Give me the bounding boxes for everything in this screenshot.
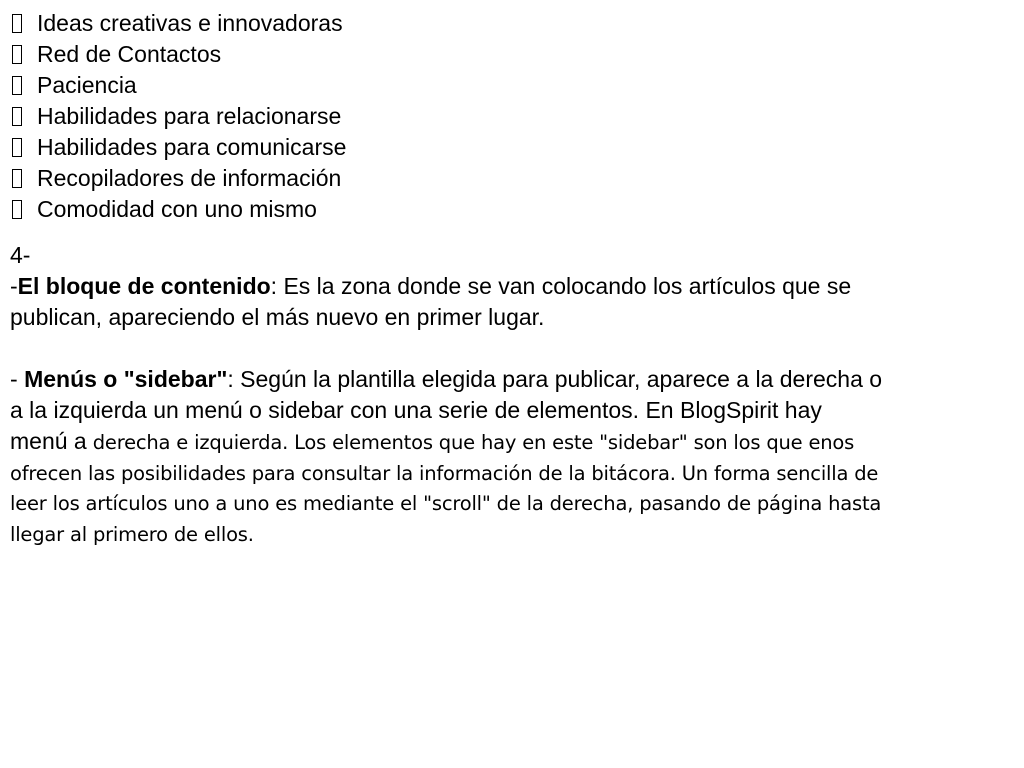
body-text <box>10 240 1000 550</box>
content-block-line <box>10 271 1000 302</box>
bullet-icon <box>12 14 22 33</box>
bullet-icon <box>12 169 22 188</box>
definition-text-mixed <box>10 426 1000 459</box>
trait-text: Ideas creativas e innovadoras <box>37 10 343 36</box>
definition-text: menú a <box>10 428 87 454</box>
trait-text: Paciencia <box>37 72 137 98</box>
list-item <box>10 39 346 70</box>
dash: - <box>10 366 25 392</box>
definition-text: : Es la zona donde se van colocando los artículos que se <box>270 273 852 299</box>
trait-text: Recopiladores de información <box>37 165 342 191</box>
trait-text: Comodidad con uno mismo <box>37 196 317 222</box>
trait-text: Red de Contactos <box>37 41 222 67</box>
bullet-icon <box>12 107 22 126</box>
definition-text: : Según la plantilla elegida para publicar, aparece a la derecha o <box>227 366 883 392</box>
definition-text: publican, apareciendo el más nuevo en primer lugar. <box>10 304 545 330</box>
section-number: 4- <box>10 242 31 268</box>
sidebar-block-line <box>10 364 1000 395</box>
bullet-icon <box>12 45 22 64</box>
list-item <box>10 8 346 39</box>
bullet-icon <box>12 76 22 95</box>
definition-text: a la izquierda un menú o sidebar con una serie de elementos. En BlogSpirit hay <box>10 397 822 423</box>
list-item <box>10 132 346 163</box>
definition-text: llegar al primero de ellos. <box>10 522 254 546</box>
dash: - <box>10 273 18 299</box>
list-item <box>10 101 346 132</box>
list-item <box>10 163 346 194</box>
trait-text: Habilidades para comunicarse <box>37 134 347 160</box>
list-item <box>10 194 346 225</box>
trait-text: Habilidades para relacionarse <box>37 103 342 129</box>
list-item <box>10 70 346 101</box>
bullet-icon <box>12 200 22 219</box>
term-sidebar: Menús o "sidebar" <box>24 366 228 392</box>
definition-text: leer los artículos uno a uno es mediante el "scroll" de la derecha, pasando de página hasta <box>10 492 882 515</box>
term-content-block: El bloque de contenido <box>17 273 271 299</box>
bullet-icon <box>12 138 22 157</box>
traits-list <box>10 8 346 225</box>
definition-text: ofrecen las posibilidades para consultar la información de la bitácora. Un forma sencilla de <box>10 461 879 485</box>
definition-text: derecha e izquierda. Los elementos que hay en este "sidebar" son los que enos <box>86 431 855 454</box>
spacer <box>10 333 1000 364</box>
